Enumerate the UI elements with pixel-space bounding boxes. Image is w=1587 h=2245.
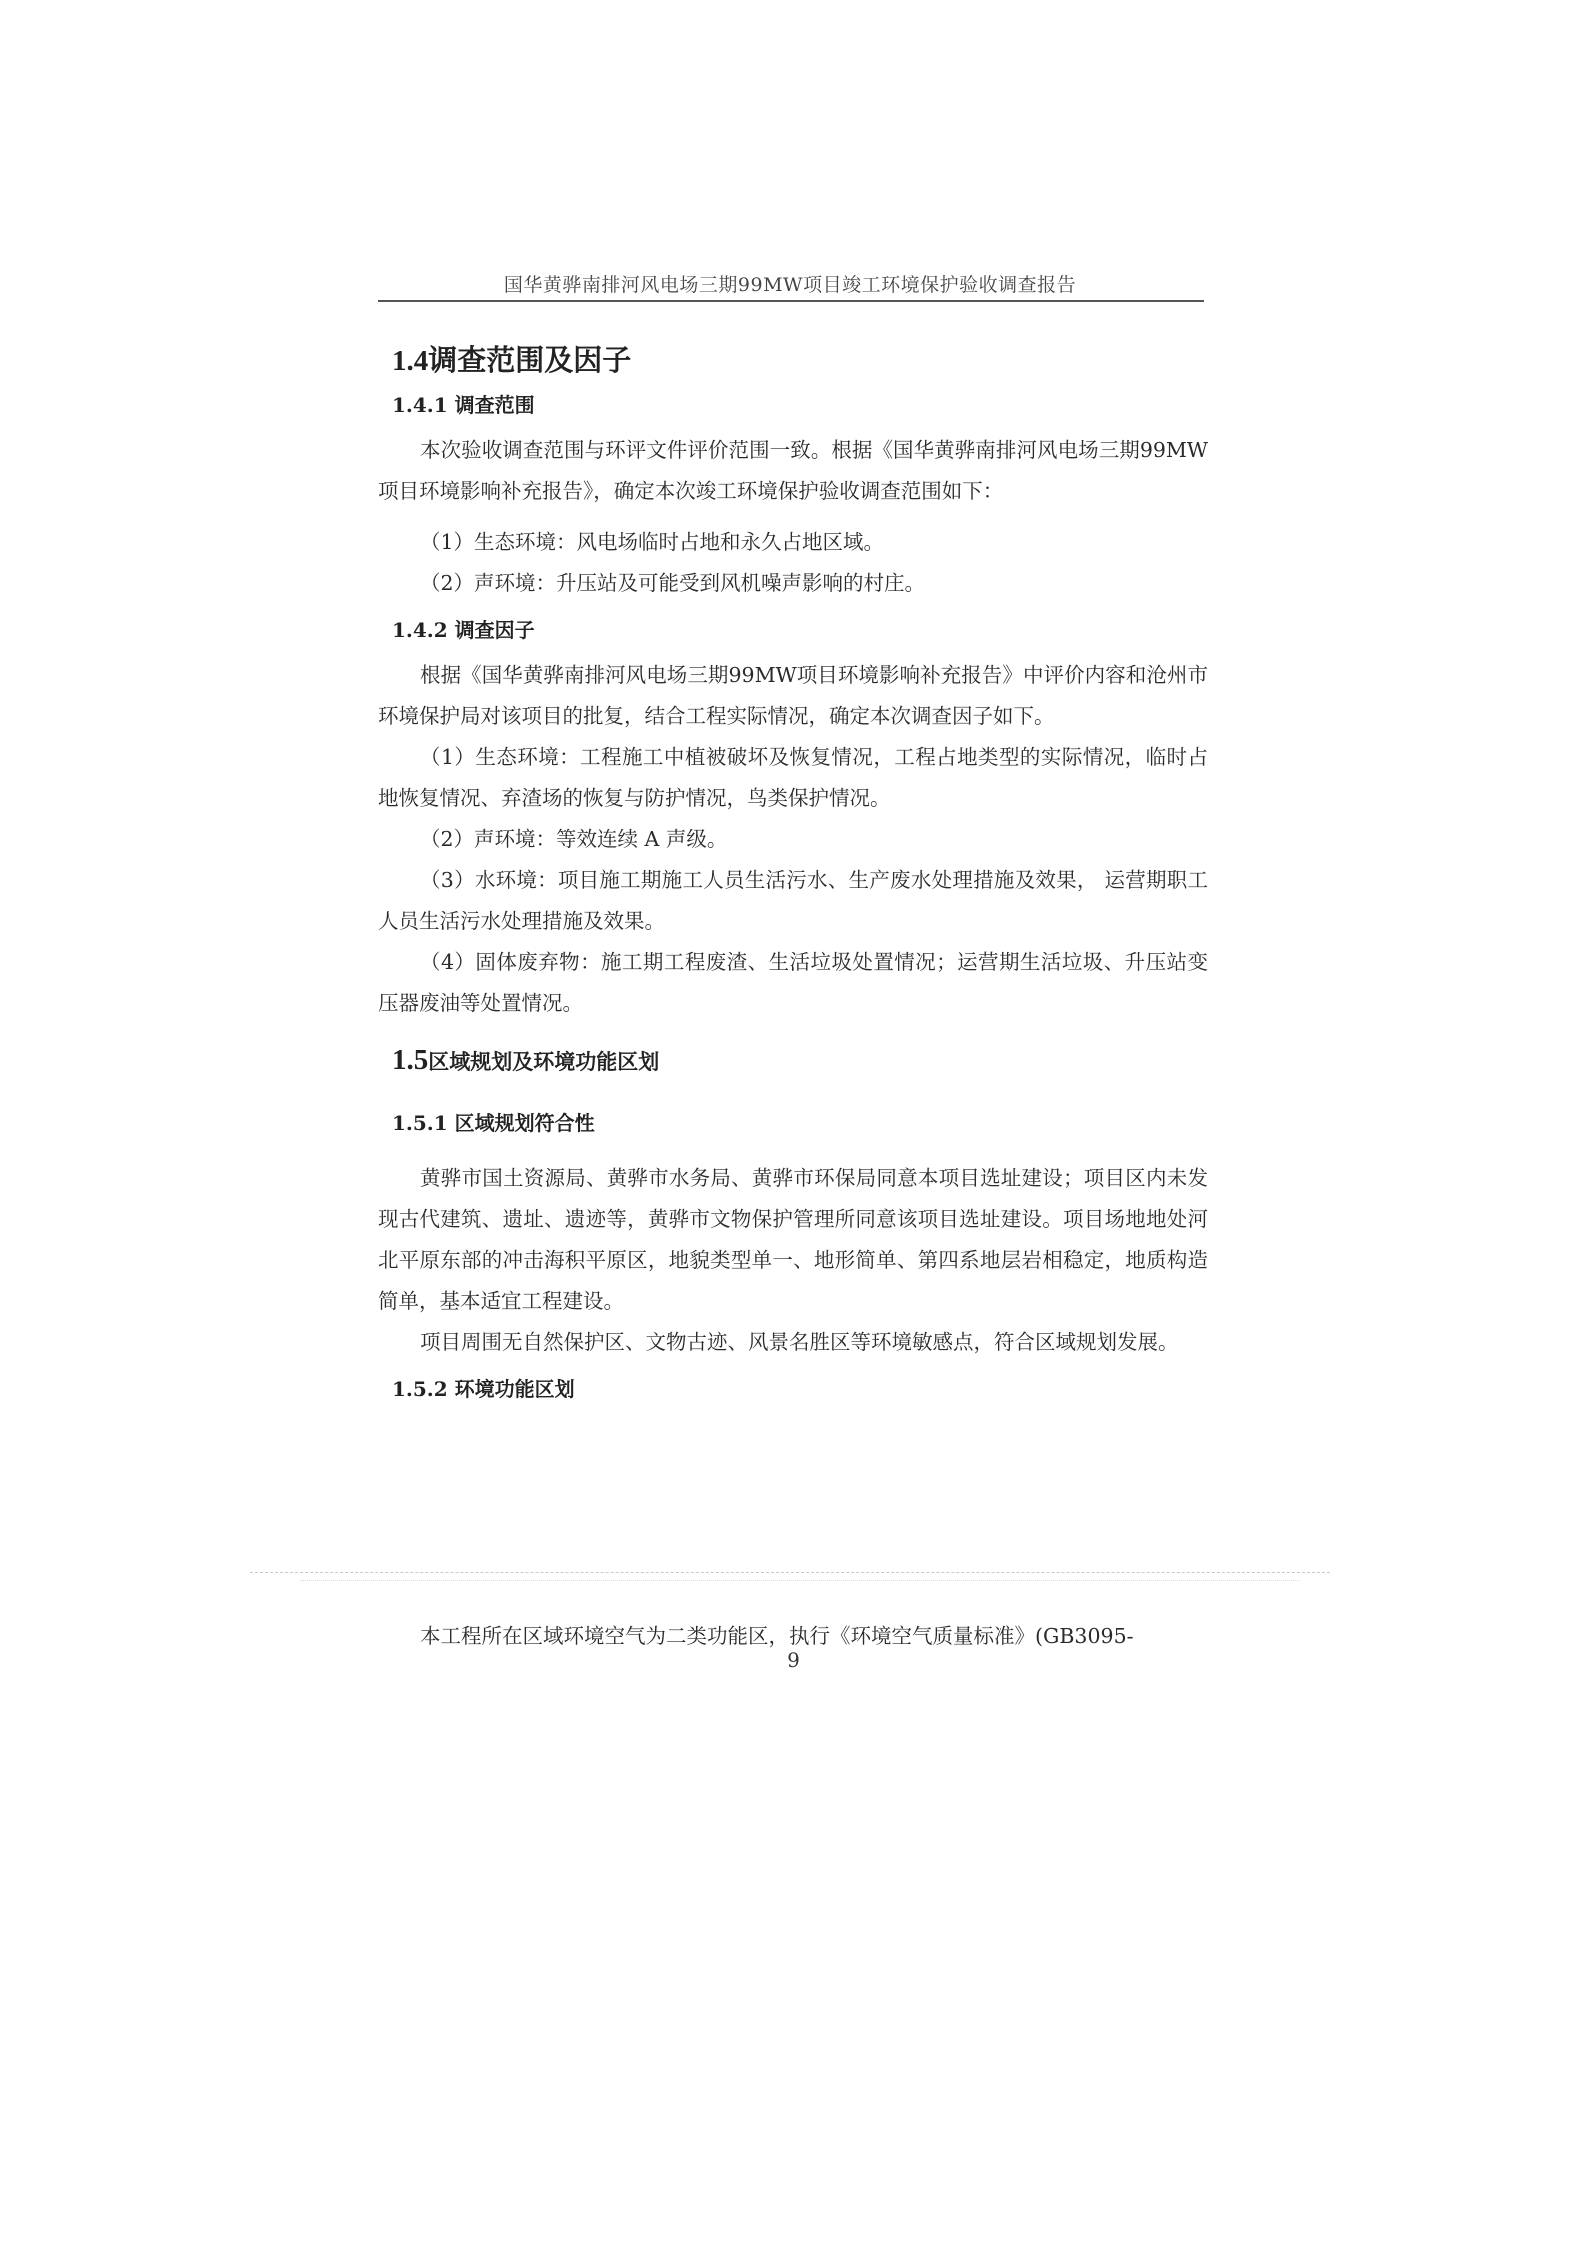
paragraph: 本次验收调查范围与环评文件评价范围一致。根据《国华黄骅南排河风电场三期99MW项目环境影响补充报告》，确定本次竣工环境保护验收调查范围如下： xyxy=(378,438,1208,503)
paragraph: 黄骅市国土资源局、黄骅市水务局、黄骅市环保局同意本项目选址建设；项目区内未发现古代建筑、遗址、遗迹等，黄骅市文物保护管理所同意该项目选址建设。项目场地地处河北平原东部的冲击海积平原区，地貌类型单一、地形简单、第四系地层岩相稳定，地质构造简单，基本适宜工程建设。 xyxy=(378,1166,1208,1313)
list-item: （2）声环境：等效连续 A 声级。 xyxy=(420,827,728,851)
subsection-heading-1-5-1: 1.5.1 区域规划符合性 xyxy=(392,1111,595,1135)
page-body xyxy=(378,330,1208,1414)
page-number: 9 xyxy=(787,1648,800,1672)
section-number: 1.4 xyxy=(392,345,429,377)
scan-fold-line xyxy=(250,1572,1330,1573)
list-item: （1）生态环境：风电场临时占地和永久占地区域。 xyxy=(420,530,885,554)
section-heading-1-4 xyxy=(392,338,1208,379)
subsection-heading-1-4-2: 1.4.2 调查因子 xyxy=(392,618,535,642)
section-number: 1.5 xyxy=(392,1044,429,1076)
list-item: （1）生态环境：工程施工中植被破坏及恢复情况，工程占地类型的实际情况，临时占地恢复情况、弃渣场的恢复与防护情况，鸟类保护情况。 xyxy=(378,745,1208,810)
section-title: 调查范围及因子 xyxy=(428,343,632,377)
subsection-heading-1-4-1: 1.4.1 调查范围 xyxy=(392,393,535,417)
header-divider xyxy=(378,300,1204,302)
paragraph: 本工程所在区域环境空气为二类功能区，执行《环境空气质量标准》(GB3095- xyxy=(420,1623,1134,1648)
paragraph: 项目周围无自然保护区、文物古迹、风景名胜区等环境敏感点，符合区域规划发展。 xyxy=(420,1330,1179,1354)
running-header: 国华黄骅南排河风电场三期99MW项目竣工环境保护验收调查报告 xyxy=(503,274,1077,296)
subsection-heading-1-5-2: 1.5.2 环境功能区划 xyxy=(392,1377,575,1401)
list-item: （2）声环境：升压站及可能受到风机噪声影响的村庄。 xyxy=(420,571,926,595)
paragraph: 根据《国华黄骅南排河风电场三期99MW项目环境影响补充报告》中评价内容和沧州市环境保护局对该项目的批复，结合工程实际情况，确定本次调查因子如下。 xyxy=(378,663,1208,728)
list-item: （4）固体废弃物：施工期工程废渣、生活垃圾处置情况；运营期生活垃圾、升压站变压器废油等处置情况。 xyxy=(378,950,1208,1015)
section-heading-1-5 xyxy=(392,1042,1208,1077)
list-item: （3）水环境：项目施工期施工人员生活污水、生产废水处理措施及效果， 运营期职工人员生活污水处理措施及效果。 xyxy=(378,868,1208,933)
scan-fold-line xyxy=(300,1580,1300,1581)
section-title: 区域规划及环境功能区划 xyxy=(428,1049,660,1074)
